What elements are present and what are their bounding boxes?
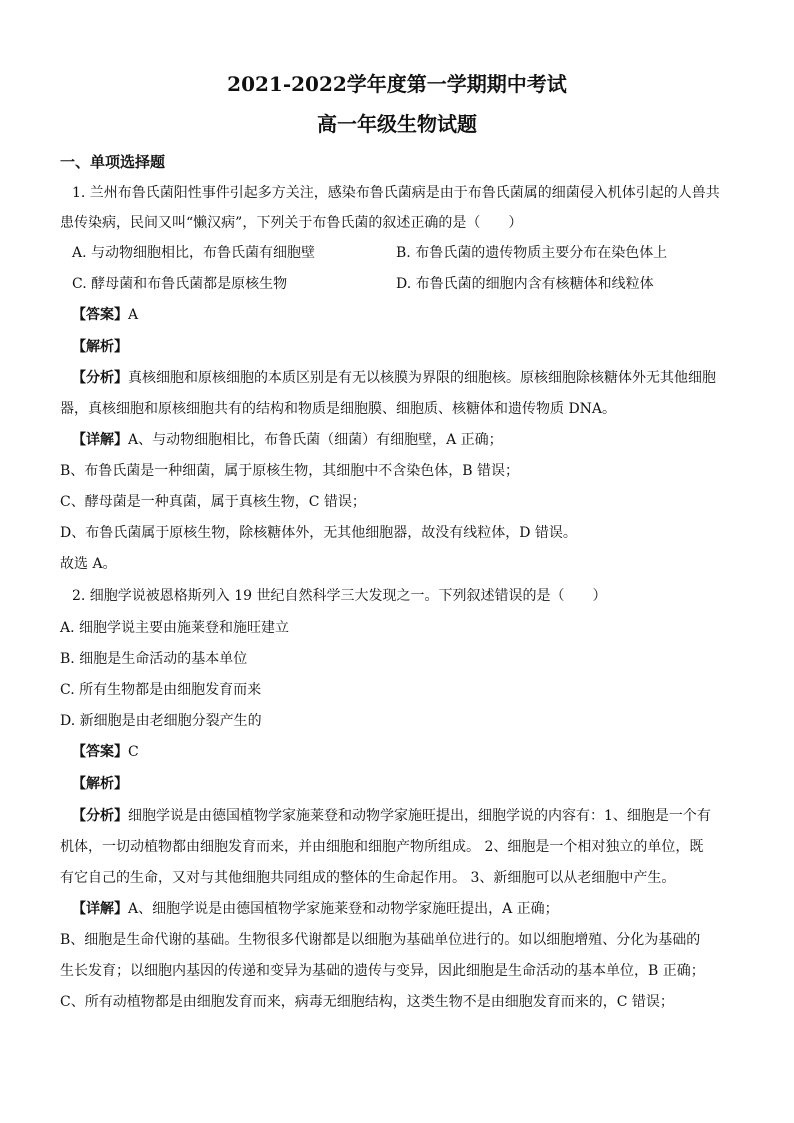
q1-xiangjie-line2: B、布鲁氏菌是一种细菌，属于原核生物，其细胞中不含染色体，B 错误； <box>60 463 520 479</box>
q1-option-d: D. 布鲁氏菌的细胞内含有核糖体和线粒体 <box>396 276 654 292</box>
q2-analysis-tag: 【解析】 <box>72 776 128 792</box>
q2-answer: 【答案】C <box>72 744 139 760</box>
q1-fenxi-line1: 【分析】真核细胞和原核细胞的本质区别是有无以核膜为界限的细胞核。原核细胞除核糖体外无其他细胞 <box>72 370 716 386</box>
exam-subtitle: 高一年级生物试题 <box>317 112 477 136</box>
q2-xiangjie-line3: 生长发育；以细胞内基因的传递和变异为基础的遗传与变异，因此细胞是生命活动的基本单位，B 正确； <box>60 963 705 979</box>
q1-analysis-tag: 【解析】 <box>72 339 128 355</box>
q1-xiangjie-line4: D、布鲁氏菌属于原核生物，除核糖体外，无其他细胞器，故没有线粒体，D 错误。 <box>60 525 577 541</box>
q1-conclusion: 故选 A。 <box>60 556 117 572</box>
q1-fenxi-line2: 器，真核细胞和原核细胞共有的结构和物质是细胞膜、细胞质、核糖体和遗传物质 DNA。 <box>60 401 617 417</box>
exam-title: 2021-2022学年度第一学期期中考试 <box>227 72 567 96</box>
q1-stem-line2: 患传染病，民间又叫“懒汉病”，下列关于布鲁氏菌的叙述正确的是（ ） <box>60 215 523 231</box>
q2-fenxi-line2: 机体，一切动植物都由细胞发育而来，并由细胞和细胞产物所组成。 2、细胞是一个相对独立的单位，既 <box>60 839 704 855</box>
q2-option-d: D. 新细胞是由老细胞分裂产生的 <box>60 713 262 729</box>
q1-stem-line1: 1. 兰州布鲁氏菌阳性事件引起多方关注，感染布鲁氏菌病是由于布鲁氏菌属的细菌侵入机体引起的人兽共 <box>72 185 720 201</box>
q2-stem: 2. 细胞学说被恩格斯列入 19 世纪自然科学三大发现之一。下列叙述错误的是（ ） <box>72 588 607 604</box>
q1-answer: 【答案】A <box>72 307 139 323</box>
q1-xiangjie-line1: 【详解】A、与动物细胞相比，布鲁氏菌（细菌）有细胞壁，A 正确； <box>72 432 503 448</box>
q2-fenxi-line1: 【分析】细胞学说是由德国植物学家施莱登和动物学家施旺提出，细胞学说的内容有：1、细胞是一个有 <box>72 808 711 824</box>
q1-xiangjie-line3: C、酵母菌是一种真菌，属于真核生物，C 错误； <box>60 494 366 510</box>
q2-option-a: A. 细胞学说主要由施莱登和施旺建立 <box>60 620 290 636</box>
q2-xiangjie-line4: C、所有动植物都是由细胞发育而来，病毒无细胞结构，这类生物不是由细胞发育而来的，C 错误； <box>60 994 674 1010</box>
q2-option-c: C. 所有生物都是由细胞发育而来 <box>60 682 262 698</box>
q1-option-c: C. 酵母菌和布鲁氏菌都是原核生物 <box>72 276 288 292</box>
q1-option-a: A. 与动物细胞相比，布鲁氏菌有细胞壁 <box>72 245 316 261</box>
q2-option-b: B. 细胞是生命活动的基本单位 <box>60 651 248 667</box>
q2-fenxi-line3: 有它自己的生命，又对与其他细胞共同组成的整体的生命起作用。 3、新细胞可以从老细胞中产生。 <box>60 870 676 886</box>
q2-xiangjie-line1: 【详解】A、细胞学说是由德国植物学家施莱登和动物学家施旺提出，A 正确； <box>72 901 559 917</box>
q2-xiangjie-line2: B、细胞是生命代谢的基础。生物很多代谢都是以细胞为基础单位进行的。如以细胞增殖、分化为基础的 <box>60 932 701 948</box>
section-heading: 一、单项选择题 <box>60 153 166 171</box>
q1-option-b: B. 布鲁氏菌的遗传物质主要分布在染色体上 <box>396 245 668 261</box>
